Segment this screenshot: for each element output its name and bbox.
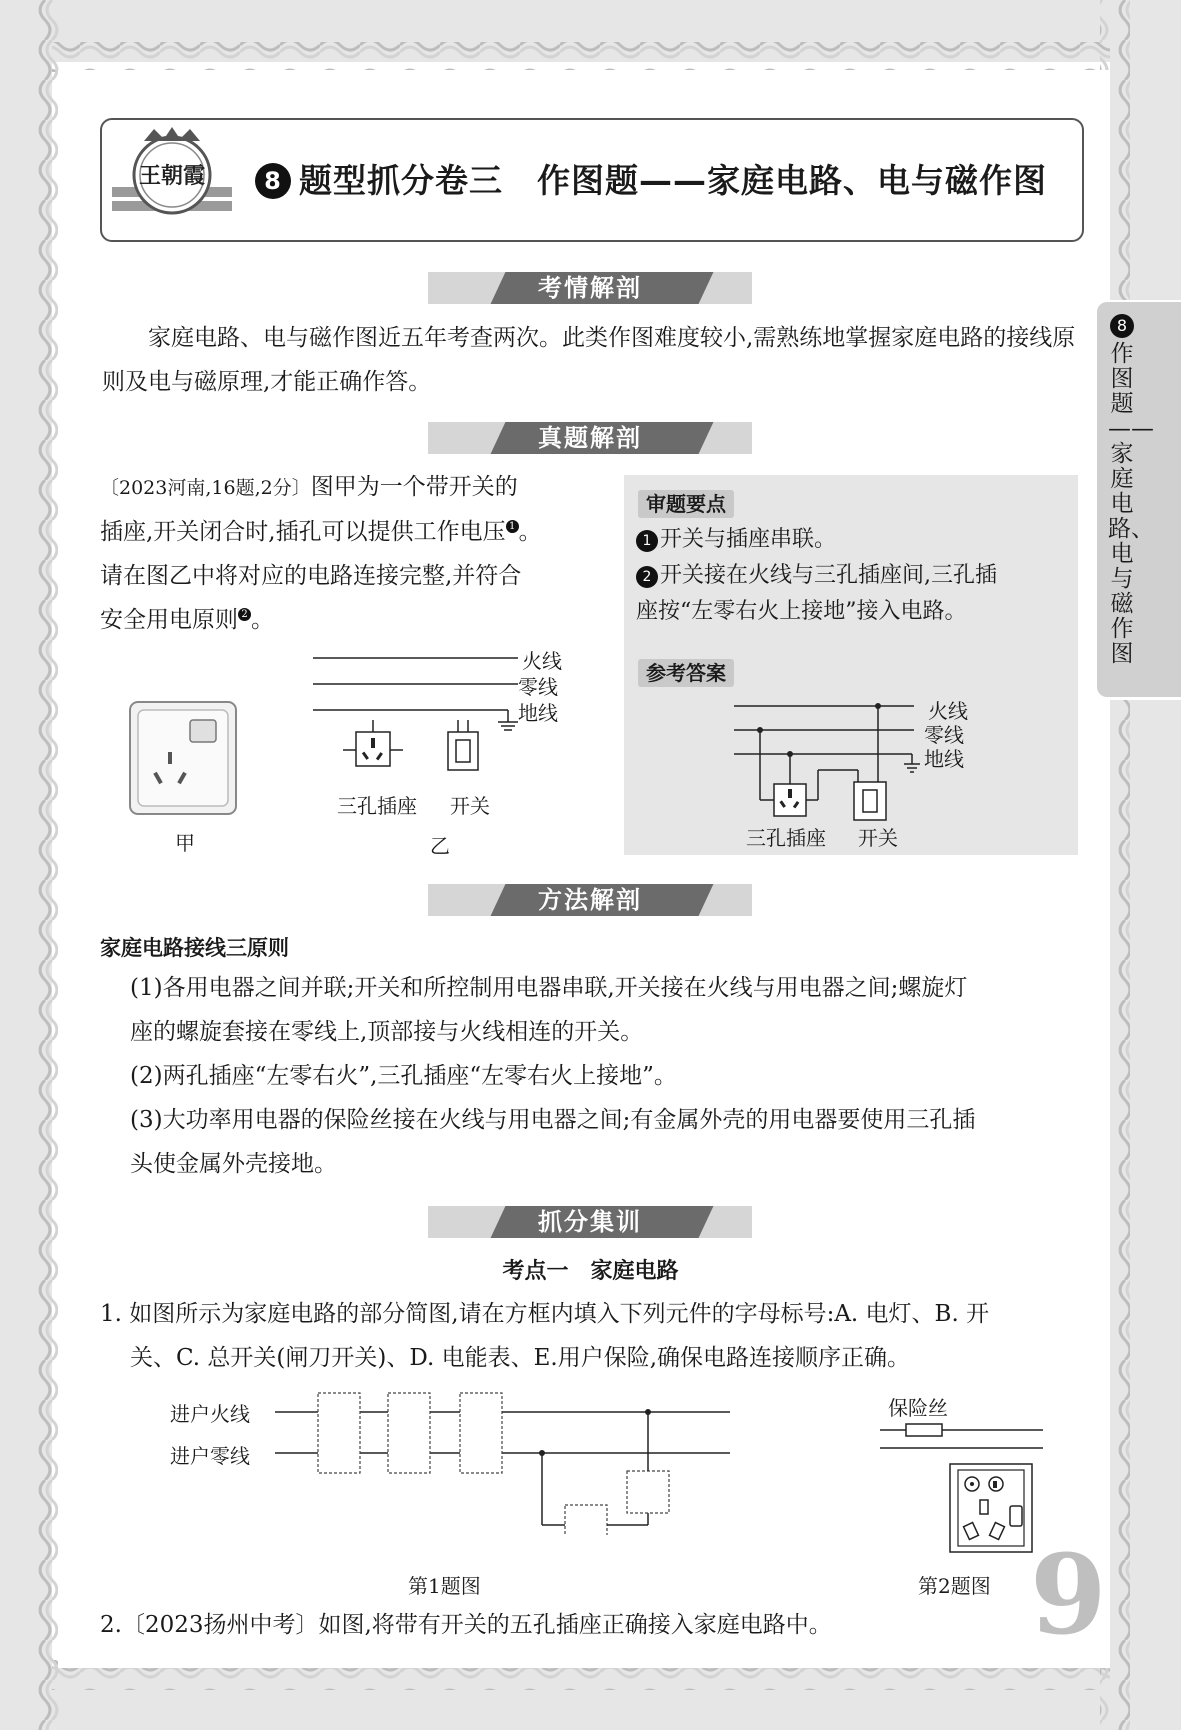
socket-photo-figure	[128, 700, 240, 818]
question-line: 安全用电原则	[100, 607, 238, 633]
section-title: 方法解剖	[538, 886, 642, 914]
review-points	[636, 522, 1076, 630]
note-marker-2: 2	[238, 608, 251, 621]
question-line: 图甲为一个带开关的	[310, 474, 518, 500]
label-switch: 开关	[450, 794, 490, 818]
rule-line: (3)大功率用电器的保险丝接在火线与用电器之间;有金属外壳的用电器要使用三孔插	[130, 1107, 976, 1133]
label-incoming-fire-wire: 进户火线	[170, 1402, 250, 1426]
rule-line: 座的螺旋套接在零线上,顶部接与火线相连的开关。	[130, 1019, 644, 1045]
question-2: 2.〔2023扬州中考〕如图,将带有开关的五孔插座正确接入家庭电路中。	[100, 1612, 832, 1638]
label-ground-wire: 地线	[518, 701, 558, 725]
question-line: 插座,开关闭合时,插孔可以提供工作电压	[100, 519, 506, 545]
side-tab-text	[1108, 312, 1154, 667]
answer-label-zero-wire: 零线	[924, 723, 964, 747]
side-tab-badge: 8	[1110, 314, 1134, 338]
section-banner-fangfa	[428, 884, 752, 916]
zhenti-question	[100, 465, 600, 642]
section-banner-kaoqing	[428, 272, 752, 304]
label-incoming-zero-wire: 进户零线	[170, 1444, 250, 1468]
answer-label-switch: 开关	[858, 826, 898, 850]
tag-reference-answer	[638, 657, 734, 686]
answer-circuit-diagram	[726, 690, 926, 830]
title-text: 题型抓分卷三 作图题——家庭电路、电与磁作图	[299, 161, 1047, 200]
answer-label-ground-wire: 地线	[924, 747, 964, 771]
tag-label: 参考答案	[638, 659, 734, 687]
point-number: 2	[636, 566, 658, 588]
note-marker-1: 1	[506, 520, 519, 533]
rule-line: (1)各用电器之间并联;开关和所控制用电器串联,开关接在火线与用电器之间;螺旋灯	[130, 975, 968, 1001]
question-1	[100, 1292, 1090, 1380]
method-heading: 家庭电路接线三原则	[100, 936, 289, 960]
figure-caption-q2: 第2题图	[918, 1574, 991, 1598]
side-tab-label: 作图题——家庭电路、电与磁作图	[1108, 341, 1154, 667]
point-text: 座按“左零右火上接地”接入电路。	[636, 599, 967, 624]
point-text: 开关与插座串联。	[660, 527, 837, 552]
svg-text:王朝霞: 王朝霞	[138, 163, 206, 189]
question-punct: 。	[518, 519, 542, 545]
point-text: 开关接在火线与三孔插座间,三孔插	[660, 563, 997, 588]
question-line: 请在图乙中将对应的电路连接完整,并符合	[100, 563, 522, 589]
section-title: 考情解剖	[538, 274, 642, 302]
figure-label-jia: 甲	[175, 831, 195, 855]
question-punct: 。	[251, 607, 274, 633]
title-number-badge: 8	[255, 163, 291, 199]
figure-caption-q1: 第1题图	[408, 1574, 481, 1598]
section-title: 抓分集训	[538, 1208, 642, 1236]
answer-label-socket: 三孔插座	[746, 826, 826, 850]
page-number: 9	[1030, 1530, 1107, 1659]
section-title: 真题解剖	[538, 424, 642, 452]
method-rules	[130, 966, 1090, 1186]
tag-review-points	[638, 488, 734, 517]
publisher-logo	[112, 125, 232, 233]
question-line: 1. 如图所示为家庭电路的部分简图,请在方框内填入下列元件的字母标号:A. 电灯、B. 开	[100, 1301, 990, 1327]
kaoqing-paragraph: 家庭电路、电与磁作图近五年考查两次。此类作图难度较小,需熟练地掌握家庭电路的接线原则及电与磁原理,才能正确作答。	[102, 325, 1076, 395]
rule-line: 头使金属外壳接地。	[130, 1151, 337, 1177]
section-banner-zhuafen	[428, 1206, 752, 1238]
answer-label-fire-wire: 火线	[928, 699, 968, 723]
question-1-circuit-figure	[270, 1385, 740, 1535]
point-number: 1	[636, 530, 658, 552]
question-source: 〔2023河南,16题,2分〕	[100, 477, 311, 499]
question-line: 关、C. 总开关(闸刀开关)、D. 电能表、E.用户保险,确保电路连接顺序正确。	[130, 1345, 911, 1371]
label-three-hole-socket: 三孔插座	[337, 794, 417, 818]
rule-line: (2)两孔插座“左零右火”,三孔插座“左零右火上接地”。	[130, 1063, 677, 1089]
topic-heading: 考点一 家庭电路	[502, 1259, 679, 1284]
label-fire-wire: 火线	[522, 649, 562, 673]
figure-label-yi: 乙	[430, 834, 450, 858]
section-banner-zhenti	[428, 422, 752, 454]
label-zero-wire: 零线	[518, 675, 558, 699]
page-title	[255, 155, 1047, 202]
label-fuse: 保险丝	[888, 1396, 948, 1420]
tag-label: 审题要点	[638, 490, 734, 518]
question-2-socket-figure	[878, 1418, 1053, 1558]
